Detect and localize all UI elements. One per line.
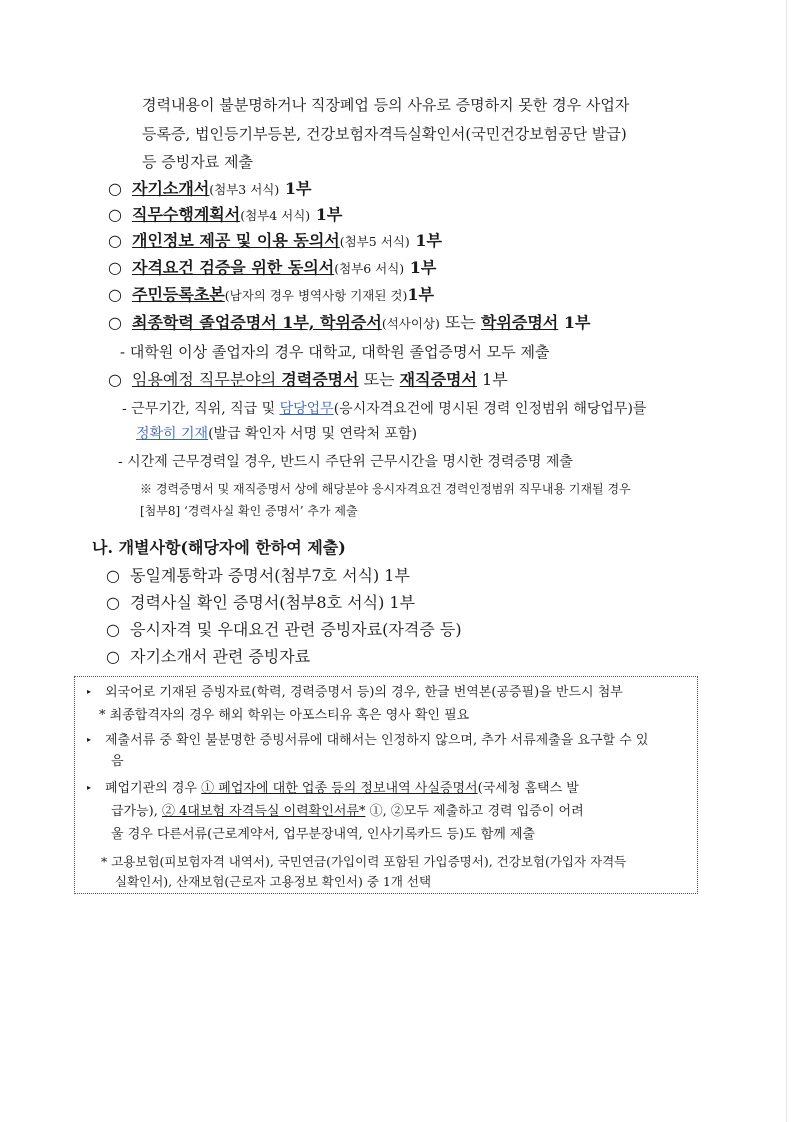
doc-title: 주민등록초본 xyxy=(132,285,225,304)
doc-count: 1부 xyxy=(310,205,343,224)
career-note-1c: (응시자격요건에 명시된 경력 인정범위 해당업무)를 xyxy=(333,401,647,417)
career-count: 1부 xyxy=(476,370,508,389)
individual-item-label: 동일계통학과 증명서(첨부7호 서식) 1부 xyxy=(130,566,410,585)
doc-count: 1부 xyxy=(279,179,312,198)
bullet-circle-icon: ○ xyxy=(108,258,122,277)
bullet-circle-icon: ○ xyxy=(106,620,120,639)
doc-item-job-plan xyxy=(108,205,342,226)
intro-line-1: 경력내용이 불분명하거나 직장폐업 등의 사유로 증명하지 못한 경우 사업자 xyxy=(142,96,630,114)
duty-link: 담당업무 xyxy=(279,401,334,417)
doc-note: (첨부3 서식) xyxy=(209,182,280,197)
intro-line-3: 등 증빙자료 제출 xyxy=(142,153,253,171)
career-certificate: 경력증명서 xyxy=(281,370,359,389)
degree-note: (석사이상) xyxy=(381,316,440,331)
note-3 xyxy=(87,731,648,750)
note-4a: 폐업기관의 경우 xyxy=(105,781,202,796)
bullet-circle-icon: ○ xyxy=(108,231,122,250)
note-4-line-2 xyxy=(111,803,584,821)
section-title: 나. 개별사항(해당자에 한하여 제출) xyxy=(92,538,346,557)
doc-item-verification-consent xyxy=(108,258,436,279)
doc-item-resident-abstract xyxy=(108,285,434,306)
doc-item-privacy-consent xyxy=(108,231,442,252)
doc-title: 직무수행계획서 xyxy=(132,205,241,224)
page-edge xyxy=(786,0,787,1122)
doc-title: 자격요건 검증을 위한 동의서 xyxy=(132,258,335,277)
doc-note: (첨부6 서식) xyxy=(334,261,405,276)
career-note-1a: - 근무기간, 직위, 직급 및 xyxy=(122,401,280,417)
individual-item xyxy=(106,593,415,613)
note-1 xyxy=(87,683,623,702)
accurate-entry-link: 정확히 기재 xyxy=(136,426,209,442)
doc-note: (첨부4 서식) xyxy=(240,208,311,223)
individual-item xyxy=(106,647,310,667)
bullet-circle-icon: ○ xyxy=(108,205,122,224)
note-4 xyxy=(87,779,579,798)
note-3-text: 제출서류 중 확인 불분명한 증빙서류에 대해서는 인정하지 않으며, 추가 서류제출을 요구할 수 있 xyxy=(105,733,649,748)
doc-note: (남자의 경우 병역사항 기재된 것) xyxy=(224,288,408,303)
bullet-circle-icon: ○ xyxy=(108,179,122,198)
doc-title: 개인정보 제공 및 이용 동의서 xyxy=(132,231,340,250)
intro-line-2: 등록증, 법인등기부등본, 건강보험자격득실확인서(국민건강보험공단 발급) xyxy=(142,125,627,143)
bullet-circle-icon: ○ xyxy=(106,647,120,666)
doc-count: 1부 xyxy=(404,258,437,277)
doc-item-career xyxy=(108,370,508,390)
degree-confirmation: 학위증명서 xyxy=(480,313,559,332)
notes-box xyxy=(74,676,698,894)
individual-item-label: 응시자격 및 우대요건 관련 증빙자료(자격증 등) xyxy=(130,620,462,639)
triangle-marker-icon: ▸ xyxy=(87,735,92,744)
triangle-marker-icon: ▸ xyxy=(87,687,92,696)
note-3-cont: 음 xyxy=(111,754,124,769)
doc-count: 1부 xyxy=(407,285,434,304)
note-4-insurance-proof: ② 4대보험 자격득실 이력확인서류* xyxy=(162,804,366,819)
doc-note: (첨부5 서식) xyxy=(339,234,410,249)
career-note-1 xyxy=(122,399,646,419)
career-note-4: ※ 경력증명서 및 재직증명서 상에 해당분야 응시자격요건 경력인정범위 직무내용 기재될 경우 xyxy=(140,482,631,496)
career-intro: 임용예정 직무분야의 xyxy=(132,370,282,389)
note-5-line-2: 실확인서), 산재보험(근로자 고용정보 확인서) 중 1개 선택 xyxy=(115,874,432,889)
career-note-2b: (발급 확인자 서명 및 연락처 포함) xyxy=(208,426,418,442)
degree-certificate: 최종학력 졸업증명서 1부, 학위증서 xyxy=(132,313,382,332)
bullet-circle-icon: ○ xyxy=(106,566,120,585)
individual-item-label: 경력사실 확인 증명서(첨부8호 서식) 1부 xyxy=(130,593,416,612)
bullet-circle-icon: ○ xyxy=(108,370,122,389)
career-note-5: [첨부8] ‘경력사실 확인 증명서’ 추가 제출 xyxy=(140,504,358,518)
doc-item-self-intro xyxy=(108,179,311,200)
note-4-line-3: 울 경우 다른서류(근로계약서, 업무분장내역, 인사기록카드 등)도 함께 제출 xyxy=(111,827,536,842)
career-or: 또는 xyxy=(358,370,400,389)
doc-item-degree xyxy=(108,313,590,334)
note-1-text: 외국어로 기재된 증빙자료(학력, 경력증명서 등)의 경우, 한글 번역본(공증필)을 반드시 첨부 xyxy=(105,685,623,700)
doc-title: 자기소개서 xyxy=(132,179,210,198)
individual-item-label: 자기소개서 관련 증빙자료 xyxy=(130,647,311,666)
note-4-closure-proof: ① 폐업자에 대한 업종 등의 정보내역 사실증명서 xyxy=(201,781,478,796)
triangle-marker-icon: ▸ xyxy=(87,783,92,792)
note-4f: ①, ②모두 제출하고 경력 입증이 어려 xyxy=(365,804,584,819)
bullet-circle-icon: ○ xyxy=(108,313,122,332)
employment-certificate: 재직증명서 xyxy=(399,370,477,389)
career-note-2 xyxy=(136,424,417,444)
degree-or: 또는 xyxy=(439,313,481,332)
bullet-circle-icon: ○ xyxy=(106,593,120,612)
bullet-circle-icon: ○ xyxy=(108,285,122,304)
note-4c: (국세청 홈택스 발 xyxy=(477,781,579,796)
doc-count: 1부 xyxy=(409,231,442,250)
career-note-3: - 시간제 근무경력일 경우, 반드시 주단위 근무시간을 명시한 경력증명 제출 xyxy=(118,454,573,470)
grad-note: - 대학원 이상 졸업자의 경우 대학교, 대학원 졸업증명서 모두 제출 xyxy=(120,343,550,361)
note-4d: 급가능), xyxy=(111,804,163,819)
note-5: * 고용보험(피보험자격 내역서), 국민연금(가입이력 포함된 가입증명서), 건강보험(가입자 자격득 xyxy=(101,854,627,869)
note-2: * 최종합격자의 경우 해외 학위는 아포스티유 혹은 영사 확인 필요 xyxy=(99,708,470,723)
individual-item xyxy=(106,566,410,586)
degree-count: 1부 xyxy=(558,313,591,332)
individual-item xyxy=(106,620,462,640)
